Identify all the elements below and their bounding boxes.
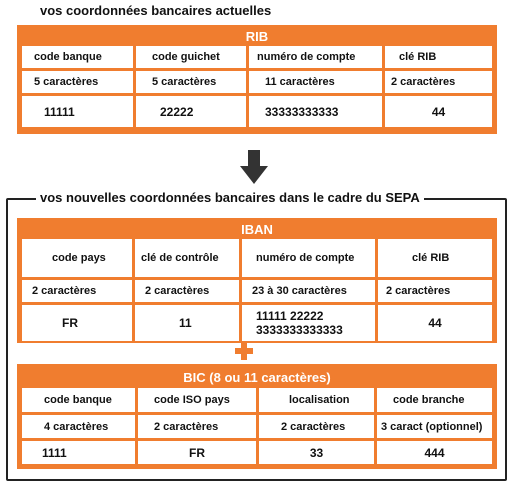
iban-table-title: IBAN xyxy=(241,222,273,237)
sepa-details-title: vos nouvelles coordonnées bancaires dans le cadre du SEPA xyxy=(36,190,424,205)
rib-value-account-number: 33333333333 xyxy=(249,96,382,127)
iban-size-account-number: 23 à 30 caractères xyxy=(242,280,375,302)
bic-value-location: 33 xyxy=(259,441,374,464)
bic-size-branch-code: 3 caract (optionnel) xyxy=(377,415,492,438)
iban-size-check-key: 2 caractères xyxy=(135,280,239,302)
iban-size-country-code: 2 caractères xyxy=(22,280,132,302)
bic-value-branch-code: 444 xyxy=(377,441,492,464)
iban-size-rib-key: 2 caractères xyxy=(378,280,492,302)
iban-table xyxy=(17,218,497,343)
bic-table xyxy=(17,364,497,469)
rib-size-rib-key: 2 caractères xyxy=(385,71,492,93)
rib-header-branch-code: code guichet xyxy=(136,46,246,68)
rib-table xyxy=(17,25,497,134)
iban-header-country-code: code pays xyxy=(22,239,132,277)
rib-value-bank-code: 11111 xyxy=(22,96,133,127)
bic-size-iso-country-code: 2 caractères xyxy=(138,415,256,438)
current-details-title: vos coordonnées bancaires actuelles xyxy=(40,3,272,18)
rib-value-rib-key: 44 xyxy=(385,96,492,127)
plus-icon xyxy=(234,341,254,361)
bic-value-bank-code: 1111 xyxy=(22,441,135,464)
rib-size-branch-code: 5 caractères xyxy=(136,71,246,93)
bic-header-location: localisation xyxy=(259,388,374,412)
rib-size-bank-code: 5 caractères xyxy=(22,71,133,93)
iban-value-account-number: 11111 22222 3333333333333 xyxy=(242,305,375,341)
bic-value-iso-country-code: FR xyxy=(138,441,256,464)
iban-value-country-code: FR xyxy=(22,305,132,341)
rib-table-title: RIB xyxy=(245,29,269,44)
iban-value-check-key: 11 xyxy=(135,305,239,341)
rib-header-account-number: numéro de compte xyxy=(249,46,382,68)
bic-header-iso-country-code: code ISO pays xyxy=(138,388,256,412)
bic-header-branch-code: code branche xyxy=(377,388,492,412)
rib-header-rib-key: clé RIB xyxy=(385,46,492,68)
iban-header-account-number: numéro de compte xyxy=(242,239,375,277)
arrow-down-icon xyxy=(240,150,268,186)
rib-header-bank-code: code banque xyxy=(22,46,133,68)
iban-header-rib-key: clé RIB xyxy=(378,239,492,277)
bic-size-bank-code: 4 caractères xyxy=(22,415,135,438)
rib-size-account-number: 11 caractères xyxy=(249,71,382,93)
bic-header-bank-code: code banque xyxy=(22,388,135,412)
rib-value-branch-code: 22222 xyxy=(136,96,246,127)
iban-header-check-key: clé de contrôle xyxy=(135,239,239,277)
bic-table-title: BIC (8 ou 11 caractères) xyxy=(183,370,331,385)
bic-size-location: 2 caractères xyxy=(259,415,374,438)
iban-value-rib-key: 44 xyxy=(378,305,492,341)
